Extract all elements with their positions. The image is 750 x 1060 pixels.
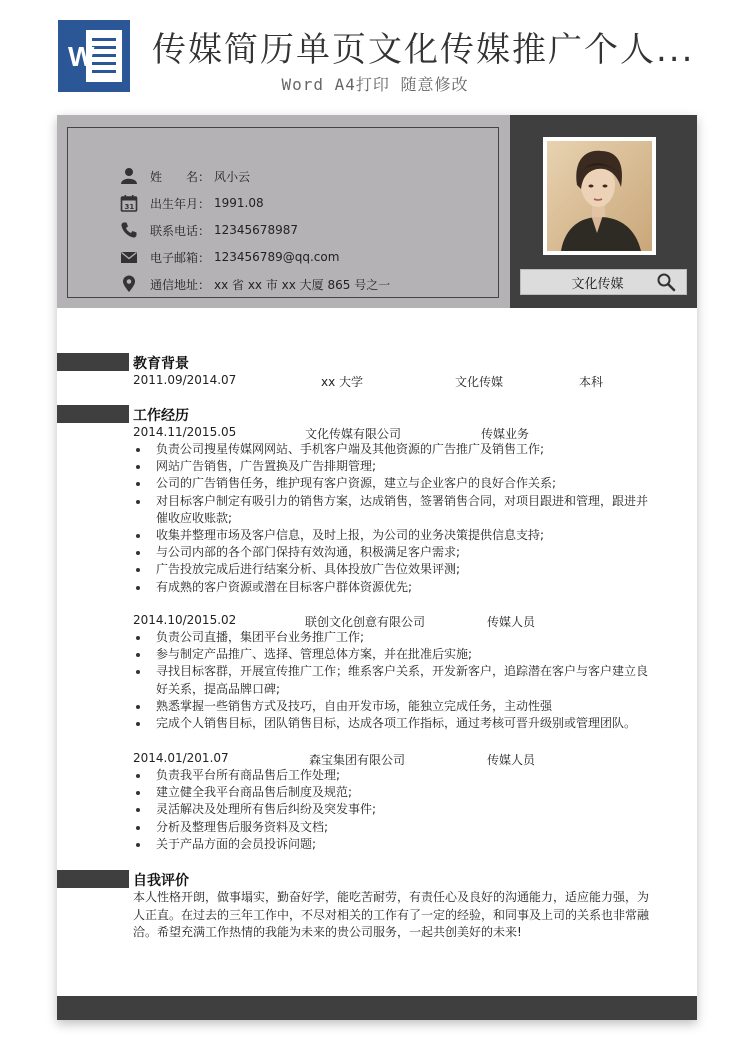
education-bar	[57, 353, 129, 371]
job-1-period: 2014.11/2015.05	[133, 425, 237, 439]
person-icon	[120, 167, 138, 185]
education-title: 教育背景	[133, 356, 189, 372]
job-2-role: 传媒人员	[487, 615, 536, 629]
resume-page	[57, 115, 697, 1020]
list-item: 负责公司直播，集团平台业务推广工作;	[133, 629, 653, 646]
profile-row-address	[150, 274, 390, 294]
list-item: 负责我平台所有商品售后工作处理;	[133, 767, 653, 784]
work-bar	[57, 405, 129, 423]
list-item: 参与制定产品推广、选择、管理总体方案，并在批准后实施;	[133, 646, 653, 663]
address-value: xx 省 xx 市 xx 大厦 865 号之一	[214, 277, 391, 292]
list-item: 分析及整理售后服务资料及文档;	[133, 819, 653, 836]
job-1-duties	[133, 441, 653, 596]
profile-photo	[543, 137, 656, 255]
document-subtitle: Word A4打印 随意修改	[281, 75, 469, 94]
profile-box	[67, 127, 499, 298]
job-2-company: 联创文化创意有限公司	[305, 615, 426, 629]
photo-panel	[510, 115, 697, 308]
self-eval-title: 自我评价	[133, 873, 189, 889]
phone-label: 联系电话：	[150, 223, 211, 238]
work-title: 工作经历	[133, 408, 189, 424]
education-major: 文化传媒	[455, 375, 504, 389]
job-1-company: 文化传媒有限公司	[305, 427, 402, 441]
tag-search-text: 文化传媒	[571, 276, 624, 292]
name-label: 姓 名：	[150, 169, 211, 184]
tag-search-box[interactable]	[520, 269, 687, 295]
mail-icon	[120, 248, 138, 266]
list-item: 熟悉掌握一些销售方式及技巧，自由开发市场，能独立完成任务，主动性强	[133, 698, 653, 715]
list-item: 收集并整理市场及客户信息，及时上报，为公司的业务决策提供信息支持;	[133, 527, 653, 544]
email-label: 电子邮箱：	[150, 250, 211, 265]
education-school: xx 大学	[321, 375, 364, 389]
education-period: 2011.09/2014.07	[133, 373, 237, 387]
footer-bar	[57, 996, 697, 1020]
profile-row-phone	[150, 220, 298, 240]
portrait-image	[547, 141, 652, 251]
self-eval-bar	[57, 870, 129, 888]
job-3-duties	[133, 767, 653, 853]
job-2-period: 2014.10/2015.02	[133, 613, 237, 627]
email-value: 123456789@qq.com	[214, 250, 340, 264]
education-degree: 本科	[579, 375, 604, 389]
job-3-role: 传媒人员	[487, 753, 536, 767]
birth-value: 1991.08	[214, 196, 264, 210]
word-icon-letter: W	[68, 41, 95, 72]
job-3-period: 2014.01/201.07	[133, 751, 229, 765]
list-item: 有成熟的客户资源或潜在目标客户群体资源优先;	[133, 579, 653, 596]
list-item: 负责公司搜星传媒网网站、手机客户端及其他资源的广告推广及销售工作;	[133, 441, 653, 458]
list-item: 灵活解决及处理所有售后纠纷及突发事件;	[133, 801, 653, 818]
profile-row-birth	[124, 193, 264, 213]
document-title: 传媒简历单页文化传媒推广个人...	[152, 30, 695, 70]
birth-label: 出生年月：	[150, 196, 211, 211]
calendar-day: 31	[124, 203, 135, 211]
calendar-icon	[120, 194, 138, 212]
list-item: 寻找目标客群，开展宣传推广工作；维系客户关系，开发新客户，追踪潜在客户与客户建立良好关系，提高品牌口碑;	[133, 663, 653, 697]
list-item: 关于产品方面的会员投诉问题;	[133, 836, 653, 853]
job-1-role: 传媒业务	[481, 427, 530, 441]
list-item: 公司的广告销售任务，维护现有客户资源，建立与企业客户的良好合作关系;	[133, 475, 653, 492]
job-3-company: 森宝集团有限公司	[309, 753, 406, 767]
self-eval-text: 本人性格开朗，做事塌实，勤奋好学，能吃苦耐劳，有责任心及良好的沟通能力，适应能力强，为人正直。在过去的三年工作中，不尽对相关的工作有了一定的经验，和同事及上司的关系也非常融洽。希望充满工作热情的我能为未来的贵公司服务，一起共创美好的未来!	[133, 890, 650, 939]
address-label: 通信地址：	[150, 277, 211, 292]
profile-row-email	[150, 247, 339, 267]
name-value: 风小云	[214, 169, 251, 184]
list-item: 广告投放完成后进行结案分析、具体投放广告位效果评测;	[133, 561, 653, 578]
top-banner	[0, 0, 750, 110]
profile-row-name	[150, 166, 250, 186]
location-icon	[120, 275, 138, 293]
search-icon[interactable]	[656, 272, 676, 292]
job-2-duties	[133, 629, 653, 732]
profile-panel	[57, 115, 510, 308]
phone-value: 12345678987	[214, 223, 298, 237]
phone-icon	[120, 221, 138, 239]
list-item: 与公司内部的各个部门保持有效沟通，积极满足客户需求;	[133, 544, 653, 561]
list-item: 建立健全我平台商品售后制度及规范;	[133, 784, 653, 801]
list-item: 完成个人销售目标，团队销售目标，达成各项工作指标，通过考核可晋升级别或管理团队。	[133, 715, 653, 732]
list-item: 网站广告销售，广告置换及广告排期管理;	[133, 458, 653, 475]
list-item: 对目标客户制定有吸引力的销售方案，达成销售，签署销售合同，对项目跟进和管理，跟进并催收应收账款;	[133, 493, 653, 527]
